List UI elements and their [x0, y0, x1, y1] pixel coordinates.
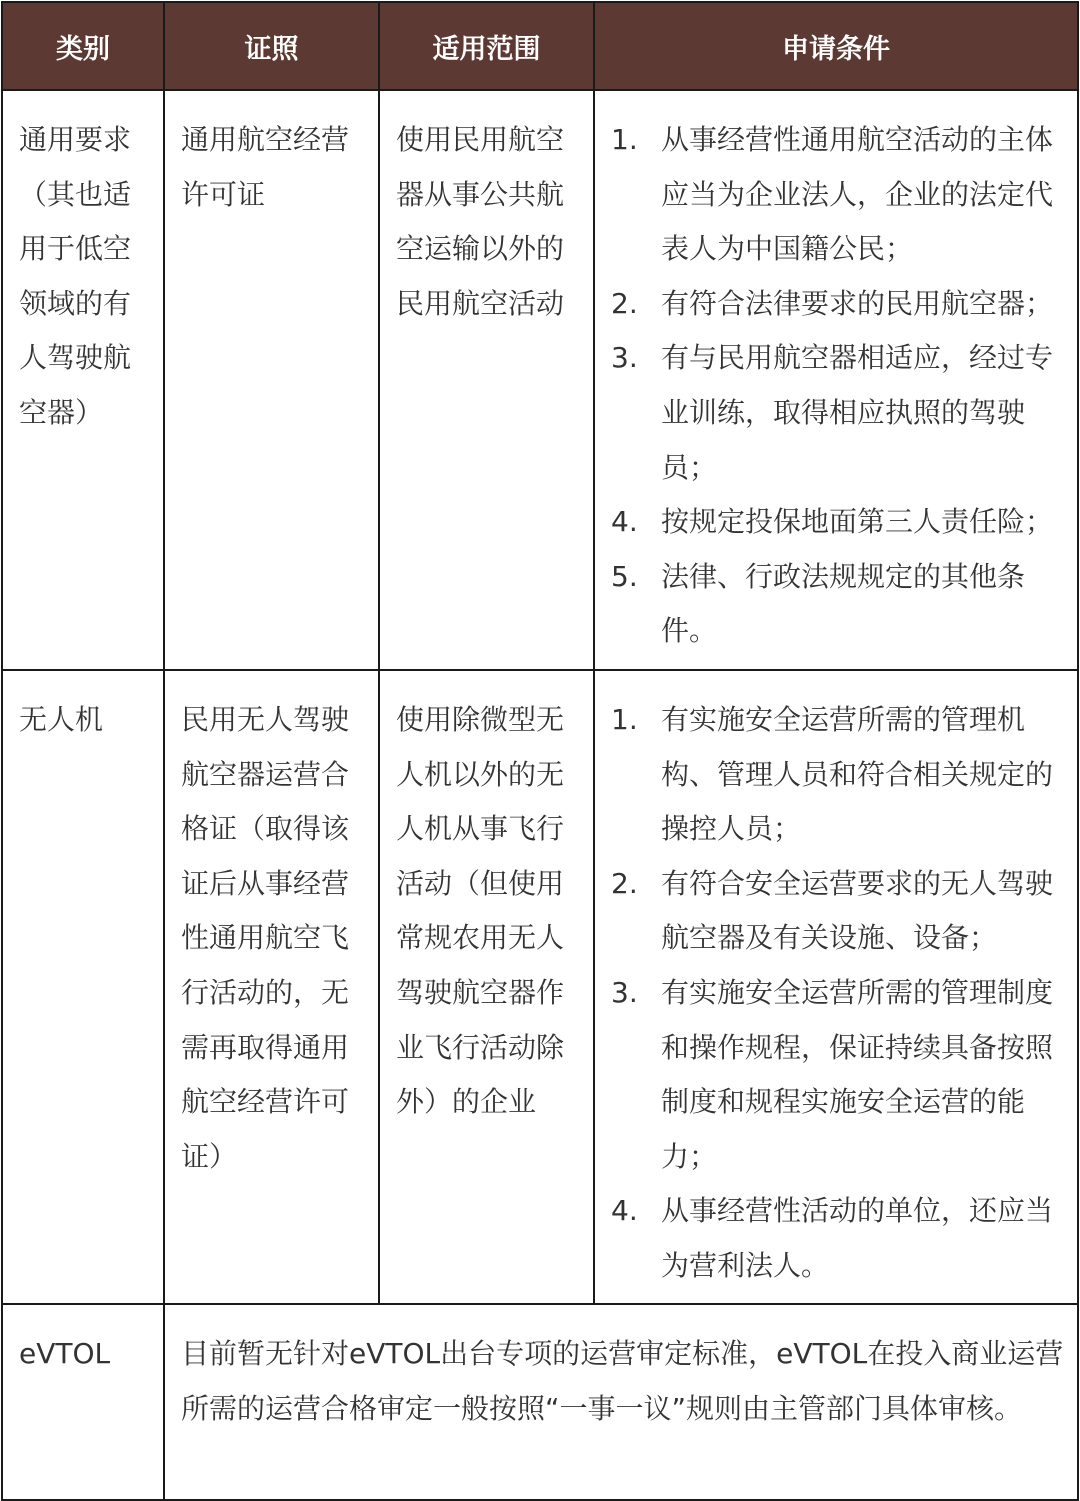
condition-text: 法律、行政法规规定的其他条件。	[661, 559, 1026, 648]
category-cell: 通用要求（其也适用于低空领域的有人驾驶航空器）	[2, 90, 164, 670]
category-cell: 无人机	[2, 670, 164, 1305]
condition-item	[611, 113, 1067, 277]
evtol-description-cell: 目前暂无针对eVTOL出台专项的运营审定标准，eVTOL在投入商业运营所需的运营合格审定一般按照“一事一议”规则由主管部门具体审核。	[164, 1304, 1078, 1500]
condition-number: 1.	[611, 702, 638, 736]
conditions-list	[611, 693, 1067, 1294]
condition-item	[611, 693, 1067, 857]
table-row	[2, 670, 1078, 1305]
conditions-list	[611, 113, 1067, 659]
condition-number: 2.	[611, 866, 638, 900]
condition-text: 有符合法律要求的民用航空器；	[661, 286, 1054, 320]
license-cell: 民用无人驾驶航空器运营合格证（取得该证后从事经营性通用航空飞行活动的，无需再取得通用航空经营许可证）	[164, 670, 379, 1305]
condition-item	[611, 331, 1067, 495]
conditions-cell	[594, 670, 1078, 1305]
condition-text: 有实施安全运营所需的管理制度和操作规程，保证持续具备按照制度和规程实施安全运营的能力；	[661, 975, 1054, 1173]
condition-number: 1.	[611, 123, 638, 156]
condition-item	[611, 1184, 1067, 1293]
scope-cell: 使用民用航空器从事公共航空运输以外的民用航空活动	[379, 90, 594, 670]
condition-item	[611, 495, 1067, 550]
condition-text: 有符合安全运营要求的无人驾驶航空器及有关设施、设备；	[661, 866, 1054, 955]
header-row	[2, 2, 1078, 90]
condition-number: 2.	[611, 286, 638, 320]
header-conditions: 申请条件	[594, 2, 1078, 90]
condition-text: 从事经营性通用航空活动的主体应当为企业法人，企业的法定代表人为中国籍公民；	[661, 123, 1054, 266]
table-row	[2, 1304, 1078, 1500]
condition-text: 从事经营性活动的单位，还应当为营利法人。	[661, 1194, 1054, 1282]
condition-item	[611, 550, 1067, 659]
condition-text: 有实施安全运营所需的管理机构、管理人员和符合相关规定的操控人员；	[661, 702, 1054, 846]
scope-cell: 使用除微型无人机以外的无人机从事飞行活动（但使用常规农用无人驾驶航空器作业飞行活动除外）的企业	[379, 670, 594, 1305]
condition-item	[611, 966, 1067, 1184]
condition-number: 3.	[611, 341, 638, 375]
condition-number: 3.	[611, 975, 638, 1009]
table-row	[2, 90, 1078, 670]
license-requirements-table	[1, 1, 1079, 1501]
condition-item	[611, 277, 1067, 332]
condition-number: 5.	[611, 559, 638, 593]
condition-item	[611, 857, 1067, 966]
condition-number: 4.	[611, 1194, 638, 1228]
header-license: 证照	[164, 2, 379, 90]
category-cell: eVTOL	[2, 1304, 164, 1500]
condition-text: 有与民用航空器相适应，经过专业训练，取得相应执照的驾驶员；	[661, 341, 1054, 484]
header-scope: 适用范围	[379, 2, 594, 90]
conditions-cell	[594, 90, 1078, 670]
license-cell: 通用航空经营许可证	[164, 90, 379, 670]
condition-number: 4.	[611, 505, 638, 539]
condition-text: 按规定投保地面第三人责任险；	[661, 505, 1054, 539]
header-category: 类别	[2, 2, 164, 90]
